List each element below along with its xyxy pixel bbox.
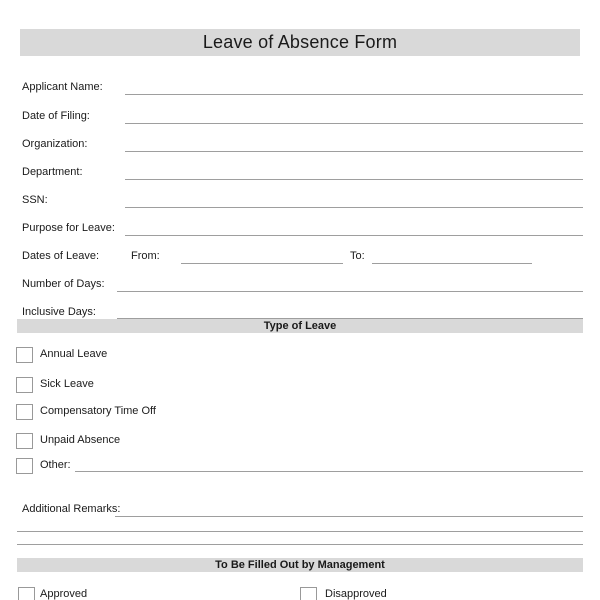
management-header-bar xyxy=(17,558,583,572)
inclusive-days-label: Inclusive Days: xyxy=(22,306,96,318)
compensatory-time-off-label: Compensatory Time Off xyxy=(40,405,156,417)
approved-label: Approved xyxy=(40,588,88,600)
sick-leave-label: Sick Leave xyxy=(40,378,94,390)
sick-leave-checkbox[interactable] xyxy=(16,377,33,393)
department-field[interactable] xyxy=(125,179,583,180)
dates-of-leave-label: Dates of Leave: xyxy=(22,250,100,262)
additional-remarks-field-line3[interactable] xyxy=(17,544,583,545)
additional-remarks-label: Additional Remarks: xyxy=(22,503,121,515)
approved-checkbox[interactable] xyxy=(18,587,35,600)
type-of-leave-header: Type of Leave xyxy=(263,320,337,332)
other-label: Other: xyxy=(40,459,71,471)
other-checkbox[interactable] xyxy=(16,458,33,474)
organization-field[interactable] xyxy=(125,151,583,152)
applicant-name-label: Applicant Name: xyxy=(22,81,103,93)
additional-remarks-field-line2[interactable] xyxy=(17,531,583,532)
unpaid-absence-label: Unpaid Absence xyxy=(40,434,121,446)
form-title: Leave of Absence Form xyxy=(202,32,398,52)
purpose-label: Purpose for Leave: xyxy=(22,222,115,234)
date-of-filing-field[interactable] xyxy=(125,123,583,124)
management-header: To Be Filled Out by Management xyxy=(215,559,385,571)
date-to-field[interactable] xyxy=(372,263,532,264)
number-of-days-label: Number of Days: xyxy=(22,278,105,290)
applicant-name-field[interactable] xyxy=(125,94,583,95)
annual-leave-label: Annual Leave xyxy=(40,348,108,360)
ssn-label: SSN: xyxy=(22,194,48,206)
organization-label: Organization: xyxy=(22,138,88,150)
form-title-bar xyxy=(20,29,580,56)
department-label: Department: xyxy=(22,166,83,178)
additional-remarks-field[interactable] xyxy=(115,516,583,517)
date-of-filing-label: Date of Filing: xyxy=(22,110,90,122)
other-field[interactable] xyxy=(75,471,583,472)
from-label: From: xyxy=(131,250,160,262)
to-label: To: xyxy=(350,250,365,262)
date-from-field[interactable] xyxy=(181,263,343,264)
type-of-leave-header-bar xyxy=(17,319,583,333)
compensatory-time-off-checkbox[interactable] xyxy=(16,404,33,420)
annual-leave-checkbox[interactable] xyxy=(16,347,33,363)
disapproved-label: Disapproved xyxy=(325,588,387,600)
purpose-field[interactable] xyxy=(125,235,583,236)
disapproved-checkbox[interactable] xyxy=(300,587,317,600)
ssn-field[interactable] xyxy=(125,207,583,208)
unpaid-absence-checkbox[interactable] xyxy=(16,433,33,449)
number-of-days-field[interactable] xyxy=(117,291,583,292)
